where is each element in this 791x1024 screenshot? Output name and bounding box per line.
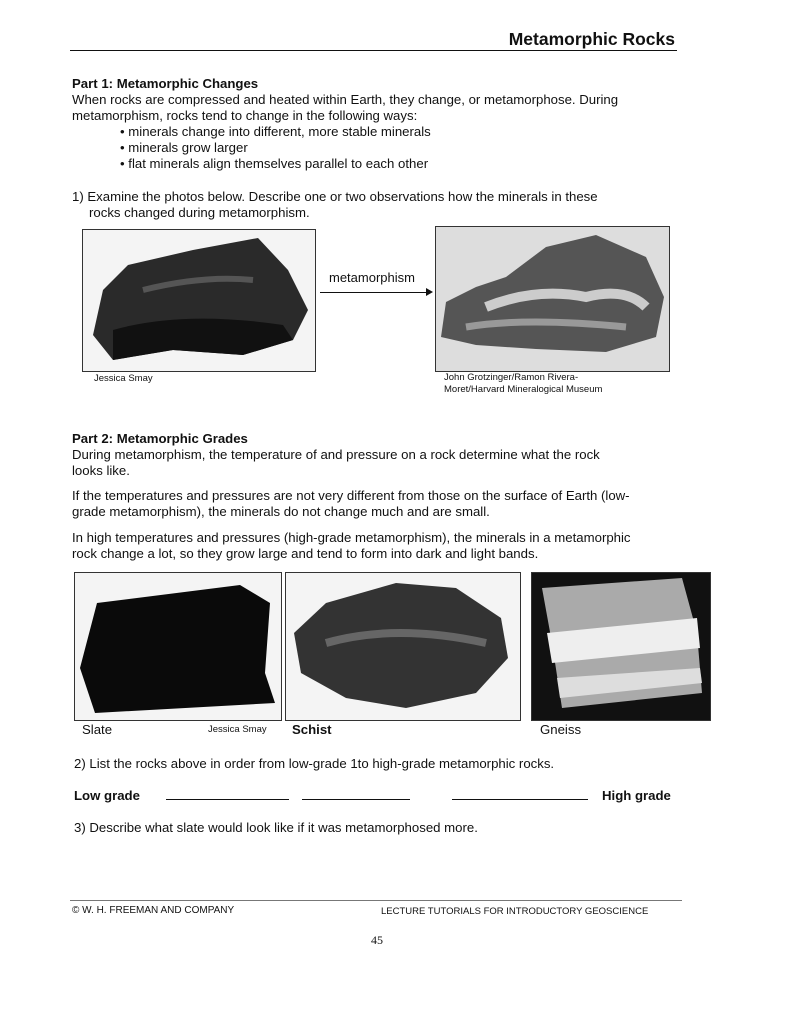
photo-credit: Jessica Smay xyxy=(208,724,267,735)
gneiss-photo xyxy=(531,572,711,721)
footer-series: LECTURE TUTORIALS FOR INTRODUCTORY GEOSCIENCE xyxy=(381,906,649,917)
footer-rule xyxy=(70,900,682,901)
question-3: 3) Describe what slate would look like if it was metamorphosed more. xyxy=(74,820,478,835)
high-grade-label: High grade xyxy=(602,788,671,803)
arrow-line xyxy=(320,292,426,293)
slate-photo xyxy=(74,572,282,721)
bullet-item: • minerals grow larger xyxy=(120,140,248,155)
part2-text: If the temperatures and pressures are not very different from those on the surface of Earth (low- xyxy=(72,488,630,503)
question-2: 2) List the rocks above in order from low-grade 1to high-grade metamorphic rocks. xyxy=(74,756,555,771)
caption-schist: Schist xyxy=(292,722,332,737)
photo-credit: Jessica Smay xyxy=(94,373,153,384)
footer-publisher: © W. H. FREEMAN AND COMPANY xyxy=(72,905,235,916)
caption-gneiss: Gneiss xyxy=(540,722,582,737)
metamorphic-rock-photo xyxy=(435,226,670,372)
question-1: 1) Examine the photos below. Describe one or two observations how the minerals in these xyxy=(72,189,598,204)
part1-intro-line: When rocks are compressed and heated within Earth, they change, or metamorphose. During xyxy=(72,92,619,107)
part2-text: rock change a lot, so they grow large and tend to form into dark and light bands. xyxy=(72,546,539,561)
answer-blank-1[interactable] xyxy=(166,799,289,800)
caption-slate: Slate xyxy=(82,722,113,737)
photo-credit: John Grotzinger/Ramon Rivera- xyxy=(444,372,579,383)
part2-heading: Part 2: Metamorphic Grades xyxy=(72,431,248,446)
answer-blank-2[interactable] xyxy=(302,799,410,800)
page-number: 45 xyxy=(371,933,383,947)
photo-credit: Moret/Harvard Mineralogical Museum xyxy=(444,384,603,395)
schist-photo xyxy=(285,572,521,721)
bullet-item: • minerals change into different, more stable minerals xyxy=(120,124,431,139)
arrow-head-icon xyxy=(426,288,433,296)
answer-blank-3[interactable] xyxy=(452,799,588,800)
part2-text: looks like. xyxy=(72,463,130,478)
page-title: Metamorphic Rocks xyxy=(508,29,675,49)
title-rule xyxy=(70,50,677,51)
part2-text: During metamorphism, the temperature of and pressure on a rock determine what the rock xyxy=(72,447,600,462)
part2-text: grade metamorphism), the minerals do not change much and are small. xyxy=(72,504,490,519)
arrow-label: metamorphism xyxy=(329,270,415,285)
part1-intro-line: metamorphism, rocks tend to change in the following ways: xyxy=(72,108,418,123)
sedimentary-rock-photo xyxy=(82,229,316,372)
part1-heading: Part 1: Metamorphic Changes xyxy=(72,76,259,91)
low-grade-label: Low grade xyxy=(74,788,140,803)
part2-text: In high temperatures and pressures (high-grade metamorphism), the minerals in a metamorphic xyxy=(72,530,631,545)
bullet-item: • flat minerals align themselves parallel to each other xyxy=(120,156,429,171)
question-1-cont: rocks changed during metamorphism. xyxy=(89,205,310,220)
